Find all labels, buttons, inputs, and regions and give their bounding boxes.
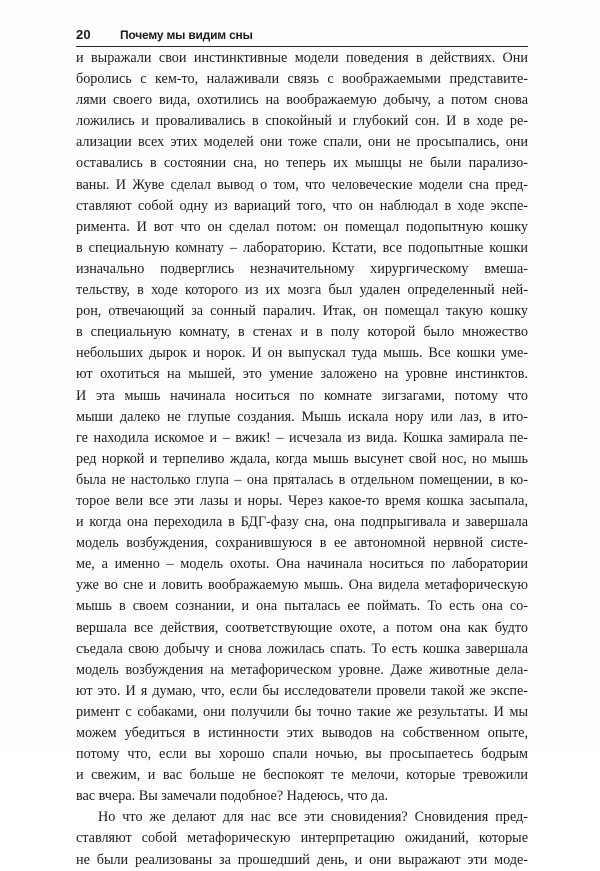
text-line: модель возбуждения, сохранившуюся в ее автономной нервной систе- [76,535,528,552]
text-line: и свежим, и вас больше не беспокоят те мелочи, которые тревожили [76,767,528,784]
text-line: уже во сне и ловить воображаемую мышь. Она видела метафорическую [76,577,528,594]
text-line: мышь в своем сознании, и она пыталась ее поймать. То есть она со- [76,598,528,615]
text-line: съедала свою добычу и снова ложилась спать. То есть кошка завершала [76,640,528,657]
page-number: 20 [76,27,91,42]
text-line: ставляют собой метафорическую интерпретацию ожиданий, которые [76,830,528,847]
text-line: римента. И вот что он сделал потом: он помещал подопытную кошку [76,218,528,235]
text-line: и выражали свои инстинктивные модели поведения в действиях. Они [76,50,528,66]
text-line: И эта мышь начинала носиться по комнате зигзагами, потому что [76,387,528,404]
text-line: мыши далеко не глупые создания. Мышь искала нору или лаз, в ито- [76,408,528,425]
text-line: изначально подверглись незначительному хирургическому вмеша- [76,260,528,277]
body-text [76,48,528,871]
paragraph-start-line: Но что же делают для нас все эти сновидения? Сновидения пред- [98,809,528,826]
text-line: боролись с кем-то, налаживали связь с воображаемыми представите- [76,71,528,88]
text-line: лями своего вида, охотились на воображаемую добычу, а потом снова [76,92,528,109]
running-header [76,26,528,47]
text-line: ют охотиться на мышей, это умение заложено на уровне инстинктов. [76,366,528,383]
text-line: вершала все действия, соответствующие охоте, а потом она как будто [76,619,528,636]
text-line: можем убедиться в истинности этих выводов на собственном опыте, [76,725,528,741]
text-line: модель возбуждения на метафорическом уровне. Даже животные дела- [76,661,528,678]
text-line: ваны. И Жуве сделал вывод о том, что человеческие модели сна пред- [76,176,528,193]
text-line: ге находила искомое и – вжик! – исчезала из вида. Кошка замирала пе- [76,429,528,446]
text-line: ставляют собой одну из вариаций того, что он наблюдал в ходе экспе- [76,197,528,214]
text-line: ред норкой и терпеливо ждала, когда мышь высунет свой нос, но мышь [76,450,528,467]
text-line: ют это. И я думаю, что, если бы исследователи провели такой же экспе- [76,682,528,699]
text-line: торое вели все эти лазы и норы. Через какое-то время кошка засыпала, [76,492,528,509]
text-line: потому что, если вы хорошо спали ночью, вы просыпаетесь бодрым [76,746,528,763]
text-line: была не настолько глупа – она пряталась в отдельном помещении, в ко- [76,471,528,488]
text-line: ложились и проваливались в спокойный и глубокий сон. И в ходе ре- [76,113,528,130]
text-line: оставались в состоянии сна, но теперь их мышцы не были парализо- [76,155,528,172]
text-line: ализации всех этих моделей они тоже спали, они не просыпались, они [76,134,528,151]
text-line: римент с собаками, они получили бы точно такие же результаты. И мы [76,703,528,720]
chapter-title: Почему мы видим сны [120,28,253,42]
text-line: в специальную комнату, в стенах и в полу которой было множество [76,324,528,341]
text-line: и когда она переходила в БДГ-фазу сна, она подпрыгивала и завершала [76,514,528,531]
text-line: небольших дырок и норок. И он выпускал туда мышь. Все кошки уме- [76,345,528,362]
paragraph-end-line: вас вчера. Вы замечали подобное? Надеюсь, что да. [76,788,389,805]
text-line: рон, отвечающий за сонный паралич. Итак, он помещал такую кошку [76,303,528,320]
text-line: тельству, в ходе которого из их мозга был удален определенный ней- [76,282,528,299]
text-line: в специальную комнату – лабораторию. Кстати, все подопытные кошки [76,239,528,256]
text-line: не были реализованы за прошедший день, и они выражают эти моде- [76,851,528,868]
text-line: ме, а именно – модель охоты. Она начинала носиться по лаборатории [76,556,528,573]
